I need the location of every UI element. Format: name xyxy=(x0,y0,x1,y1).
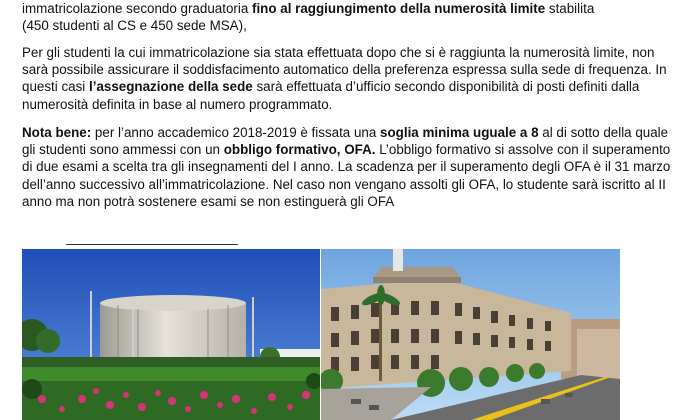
text-segment: per l’anno accademico 2018-2019 è fissata una xyxy=(91,125,381,140)
text-segment: immatricolazione secondo graduatoria xyxy=(22,1,252,16)
paragraph-nota-bene xyxy=(22,124,682,210)
paragraph-seat-assignment xyxy=(22,44,682,113)
nota-bene-label: Nota bene: xyxy=(22,125,92,140)
photo-historic-building xyxy=(321,249,620,420)
bold-text: fino al raggiungimento della numerosità limite xyxy=(252,1,546,16)
bold-text: l’assegnazione della sede xyxy=(89,79,253,95)
paragraph-enrollment-limit xyxy=(22,0,682,34)
text-segment: (450 studenti al CS e 450 sede MSA), xyxy=(22,18,247,34)
text-segment: stabilita xyxy=(545,1,595,16)
photo-round-building xyxy=(22,249,320,420)
bold-text: obbligo formativo, OFA. xyxy=(223,142,376,158)
bold-text: soglia minima uguale a 8 xyxy=(380,125,539,140)
text-segment: sarà effettuata d’ufficio secondo disponibilità di posti definiti dalla numerosità definita in base al numero programmato. xyxy=(22,79,640,112)
separator-line xyxy=(66,244,238,245)
text-segment: L’obbligo formativo si assolve con il superamento di due esami a scelta tra gli insegnamenti del I anno. La scadenza per il superamento degli OFA è il 31 marzo dell’anno successivo all’immatricolazione. Nel caso non vengano assolti gli OFA, lo studente sarà iscritto al II anno ma non potrà sostenere esami se non estinguerà gli OFA xyxy=(22,142,671,209)
text-segment: Per gli studenti la cui immatricolazione sia stata effettuata dopo che si è raggiunta la numerosità limite, non sarà possibile assicurare il soddisfacimento automatico della preferenza espressa sulla sede di frequenza. In questi casi xyxy=(22,45,667,95)
text-segment: al di sotto della quale gli studenti sono ammessi con un xyxy=(22,125,669,158)
